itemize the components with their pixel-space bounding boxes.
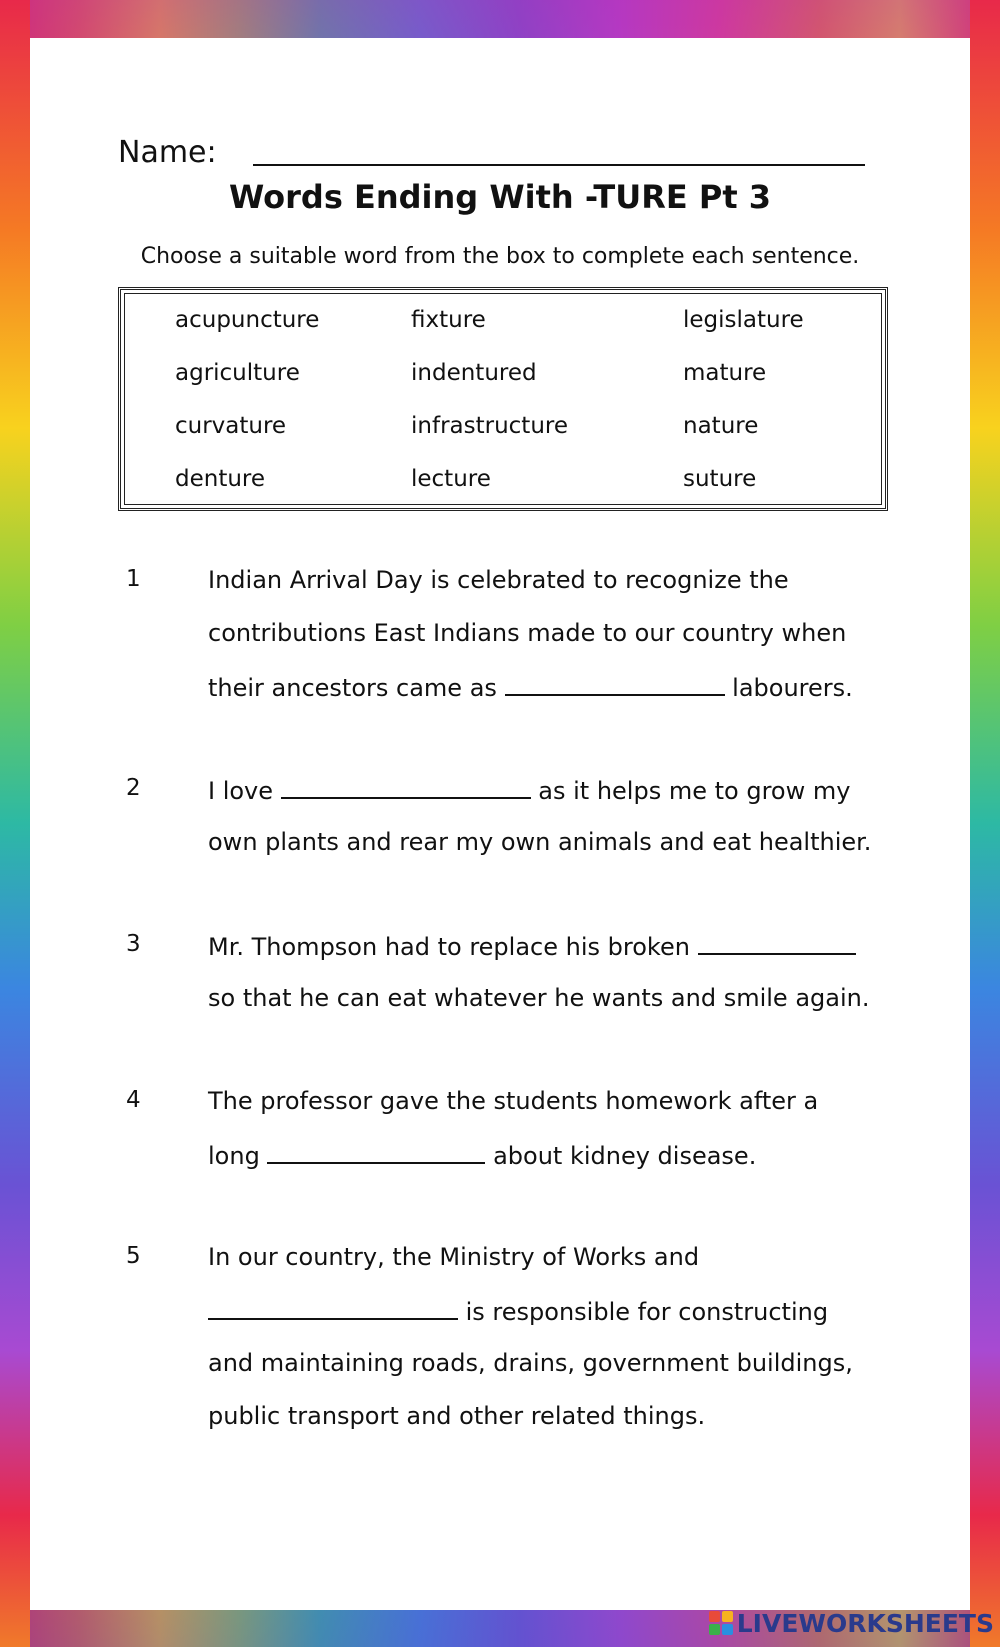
question-text: so that he can eat whatever he wants and smile again. xyxy=(208,984,870,1012)
rainbow-border-left xyxy=(0,0,30,1647)
word-bank-word: fixture xyxy=(411,307,486,333)
word-bank-word: mature xyxy=(683,360,767,386)
question-text: long xyxy=(208,1142,268,1170)
question-number: 1 xyxy=(126,566,141,592)
question-text-row xyxy=(208,931,856,961)
word-bank-word: suture xyxy=(683,466,757,492)
question-number: 3 xyxy=(126,931,141,957)
question-text: as it helps me to grow my xyxy=(530,777,851,805)
word-bank-word: acupuncture xyxy=(175,307,320,333)
question-number: 4 xyxy=(126,1087,141,1113)
question-text: In our country, the Ministry of Works and xyxy=(208,1243,700,1271)
word-bank-box xyxy=(118,287,888,511)
worksheet-title: Words Ending With -TURE Pt 3 xyxy=(228,178,772,216)
brand-wordmark: LIVEWORKSHEETS xyxy=(736,1608,994,1638)
question-number: 5 xyxy=(126,1243,141,1269)
question-text-row xyxy=(208,672,853,702)
question-text: is responsible for constructing xyxy=(458,1298,829,1326)
question-text: labourers. xyxy=(724,674,853,702)
liveworksheets-brand[interactable] xyxy=(709,1607,994,1639)
worksheet-instruction: Choose a suitable word from the box to complete each sentence. xyxy=(140,244,860,269)
question-text: own plants and rear my own animals and eat healthier. xyxy=(208,828,872,856)
answer-blank[interactable] xyxy=(267,1140,485,1164)
question-text: and maintaining roads, drains, government buildings, xyxy=(208,1349,853,1377)
word-bank-word: denture xyxy=(175,466,266,492)
answer-blank[interactable] xyxy=(281,775,531,799)
question-text-row xyxy=(208,1140,756,1170)
rainbow-border-right xyxy=(970,0,1000,1647)
name-row xyxy=(118,124,888,168)
question-text: Mr. Thompson had to replace his broken xyxy=(208,933,698,961)
worksheet-page xyxy=(30,38,970,1610)
word-bank-word: legislature xyxy=(683,307,804,333)
name-input-line[interactable] xyxy=(253,164,865,166)
word-bank-word: indentured xyxy=(411,360,537,386)
question-number: 2 xyxy=(126,775,141,801)
question-text-row xyxy=(208,1296,828,1326)
word-bank-word: nature xyxy=(683,413,759,439)
question-text-row xyxy=(208,775,850,805)
word-bank-word: infrastructure xyxy=(411,413,568,439)
question-text: their ancestors came as xyxy=(208,674,505,702)
question-text: Indian Arrival Day is celebrated to recognize the xyxy=(208,566,789,594)
question-text: about kidney disease. xyxy=(485,1142,757,1170)
question-text: The professor gave the students homework after a xyxy=(208,1087,819,1115)
word-bank-word: agriculture xyxy=(175,360,300,386)
question-text: public transport and other related things. xyxy=(208,1402,706,1430)
answer-blank[interactable] xyxy=(505,672,725,696)
liveworksheets-logo-icon xyxy=(709,1611,733,1635)
answer-blank[interactable] xyxy=(208,1296,458,1320)
name-label: Name: xyxy=(118,135,217,170)
answer-blank[interactable] xyxy=(698,931,856,955)
word-bank-word: curvature xyxy=(175,413,287,439)
question-text: contributions East Indians made to our country when xyxy=(208,619,847,647)
word-bank-word: lecture xyxy=(411,466,491,492)
question-text: I love xyxy=(208,777,281,805)
word-bank-inner xyxy=(124,293,882,505)
